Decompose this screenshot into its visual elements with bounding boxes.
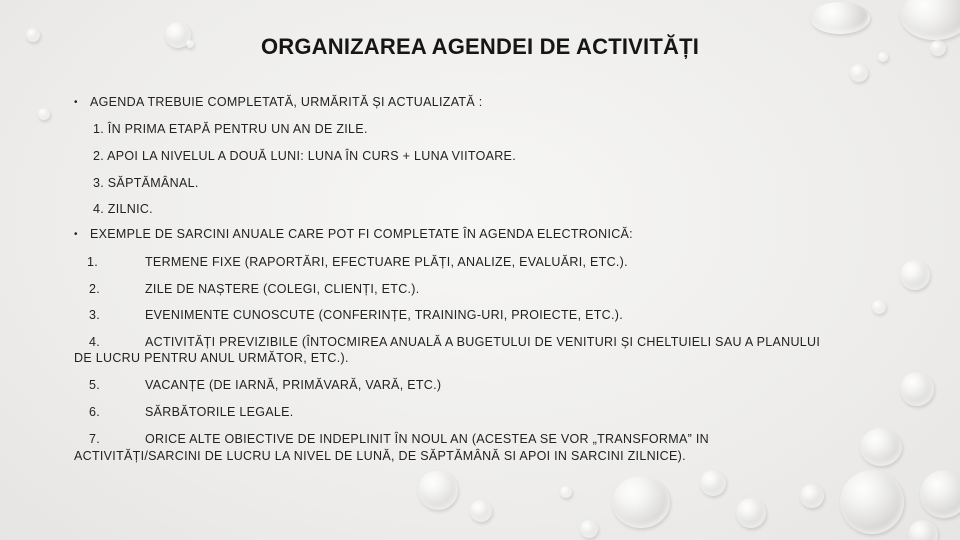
list-item-continuation: ACTIVITĂȚI/SARCINI DE LUCRU LA NIVEL DE LUNĂ, DE SĂPTĂMÂNĂ SI APOI IN SARCINI ZILNICE).: [74, 449, 686, 463]
list-item: 2. APOI LA NIVELUL A DOUĂ LUNI: LUNA ÎN CURS + LUNA VIITOARE.: [93, 149, 516, 163]
list-number: 5.: [89, 378, 101, 392]
list-item: EVENIMENTE CUNOSCUTE (CONFERINȚE, TRAINING-URI, PROIECTE, ETC.).: [145, 308, 624, 322]
droplet-decoration: [700, 470, 726, 496]
list-item: ACTIVITĂȚI PREVIZIBILE (ÎNTOCMIREA ANUALĂ A BUGETULUI DE VENITURI ȘI CHELTUIELI SAU A PLANULUI: [145, 335, 821, 349]
droplet-decoration: [900, 260, 930, 290]
page-title: ORGANIZAREA AGENDEI DE ACTIVITĂȚI: [260, 34, 700, 59]
droplet-decoration: [736, 498, 766, 528]
droplet-decoration: [908, 520, 938, 540]
list-number: 7.: [89, 432, 101, 446]
list-item: ORICE ALTE OBIECTIVE DE INDEPLINIT ÎN NOUL AN (ACESTEA SE VOR „TRANSFORMA” IN: [145, 432, 709, 446]
bullet-marker: •: [74, 229, 78, 240]
droplet-decoration: [560, 486, 572, 498]
list-item-continuation: DE LUCRU PENTRU ANUL URMĂTOR, ETC.).: [74, 351, 349, 365]
bullet-marker: •: [74, 97, 78, 108]
list-item: 4. ZILNIC.: [93, 202, 153, 216]
list-number: 1.: [87, 255, 99, 269]
droplet-decoration: [850, 64, 868, 82]
droplet-decoration: [872, 300, 886, 314]
list-number: 6.: [89, 405, 101, 419]
droplet-decoration: [418, 470, 458, 510]
list-number: 2.: [89, 282, 101, 296]
list-item: 3. SĂPTĂMÂNAL.: [93, 176, 199, 190]
droplet-decoration: [860, 428, 902, 466]
bullet-heading-examples: EXEMPLE DE SARCINI ANUALE CARE POT FI COMPLETATE ÎN AGENDA ELECTRONICĂ:: [90, 227, 633, 241]
bullet-heading-agenda: AGENDA TREBUIE COMPLETATĂ, URMĂRITĂ ȘI ACTUALIZATĂ :: [90, 95, 483, 109]
list-number: 3.: [89, 308, 101, 322]
list-item: ZILE DE NAȘTERE (COLEGI, CLIENȚI, ETC.).: [145, 282, 420, 296]
droplet-decoration: [612, 476, 670, 528]
droplet-decoration: [470, 500, 492, 522]
droplet-decoration: [800, 484, 824, 508]
list-item: TERMENE FIXE (RAPORTĂRI, EFECTUARE PLĂȚI, ANALIZE, EVALUĂRI, ETC.).: [145, 255, 628, 269]
list-number: 4.: [89, 335, 101, 349]
droplet-decoration: [810, 2, 870, 34]
droplet-decoration: [840, 470, 904, 534]
list-item: 1. ÎN PRIMA ETAPĂ PENTRU UN AN DE ZILE.: [93, 122, 368, 136]
droplet-decoration: [900, 372, 934, 406]
droplet-decoration: [580, 520, 598, 538]
list-item: VACANȚE (DE IARNĂ, PRIMĂVARĂ, VARĂ, ETC.): [145, 378, 442, 392]
list-item: SĂRBĂTORILE LEGALE.: [145, 405, 294, 419]
droplet-decoration: [920, 470, 960, 518]
droplet-decoration: [38, 108, 50, 120]
